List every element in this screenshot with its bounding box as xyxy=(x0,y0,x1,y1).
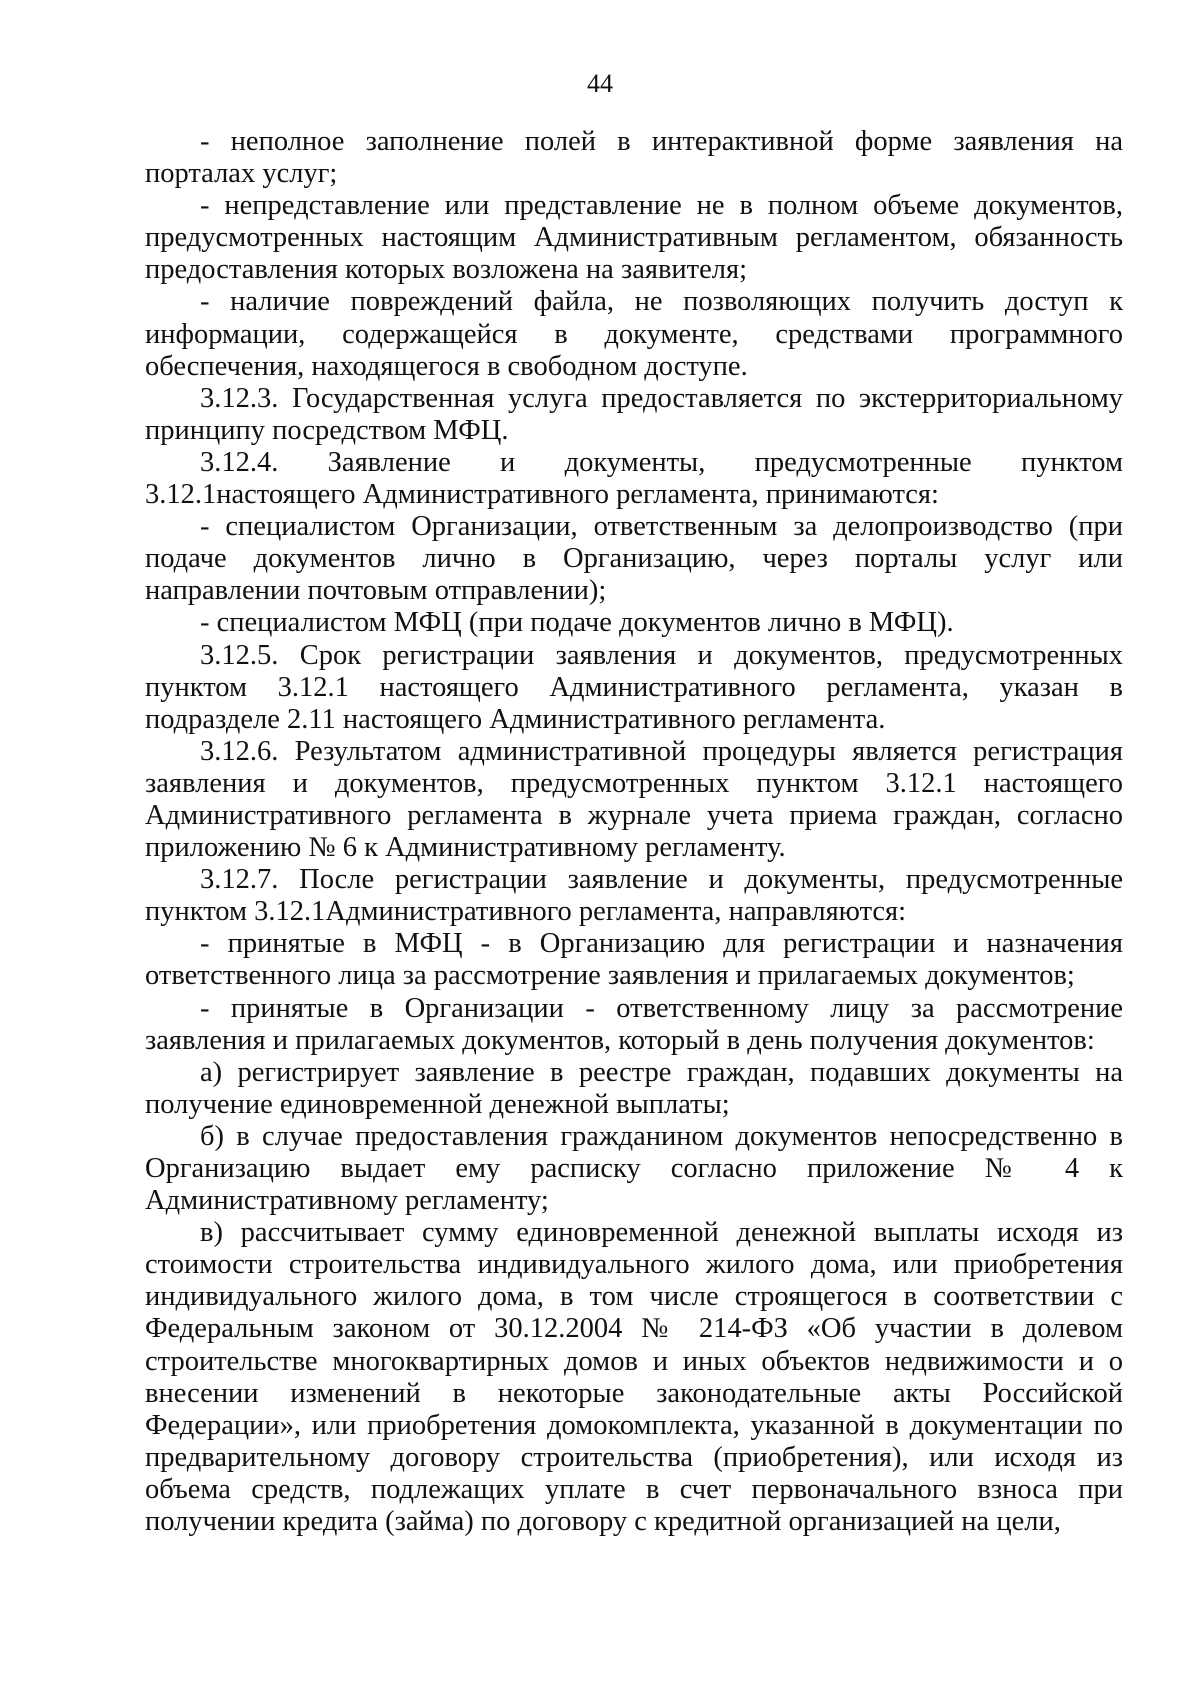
paragraph-item-v: в) рассчитывает сумму единовременной денежной выплаты исходя из стоимости строительства индивидуального жилого дома, или приобретения индивидуального жилого дома, в том числе строящегося в соответствии с Федеральным законом от 30.12.2004 № 214-ФЗ «Об участии в долевом строительстве многоквартирных домов и иных объектов недвижимости и о внесении изменений в некоторые законодательные акты Российской Федерации», или приобретения домокомплекта, указанной в документации по предварительному договору строительства (приобретения), или исходя из объема средств, подлежащих уплате в счет первоначального взноса при получении кредита (займа) по договору с кредитной организацией на цели, xyxy=(145,1217,1123,1538)
paragraph-3-12-5: 3.12.5. Срок регистрации заявления и документов, предусмотренных пунктом 3.12.1 настоящего Административного регламента, указан в подразделе 2.11 настоящего Административного регламента. xyxy=(145,639,1123,735)
paragraph-file-damage: - наличие повреждений файла, не позволяющих получить доступ к информации, содержащейся в документе, средствами программного обеспечения, находящегося в свободном доступе. xyxy=(145,286,1123,382)
paragraph-item-a: а) регистрирует заявление в реестре граждан, подавших документы на получение единовременной денежной выплаты; xyxy=(145,1056,1123,1120)
paragraph-accepted-at-organization: - принятые в Организации - ответственному лицу за рассмотрение заявления и прилагаемых документов, который в день получения документов: xyxy=(145,992,1123,1056)
paragraph-3-12-4: 3.12.4. Заявление и документы, предусмотренные пунктом 3.12.1настоящего Административного регламента, принимаются: xyxy=(145,446,1123,511)
page-number: 44 xyxy=(587,69,613,98)
paragraph-accepted-at-mfc: - принятые в МФЦ - в Организацию для регистрации и назначения ответственного лица за рассмотрение заявления и прилагаемых документов; xyxy=(145,928,1123,992)
paragraph-3-12-7: 3.12.7. После регистрации заявление и документы, предусмотренные пунктом 3.12.1Административного регламента, направляются: xyxy=(145,864,1123,928)
paragraph-3-12-6: 3.12.6. Результатом административной процедуры является регистрация заявления и документов, предусмотренных пунктом 3.12.1 настоящего Административного регламента в журнале учета приема граждан, согласно приложению № 6 к Административному регламенту. xyxy=(145,735,1123,864)
document-body xyxy=(145,126,1123,1538)
paragraph-item-b: б) в случае предоставления гражданином документов непосредственно в Организацию выдает ему расписку согласно приложение № 4 к Административному регламенту; xyxy=(145,1120,1123,1217)
paragraph-incomplete-fields: - неполное заполнение полей в интерактивной форме заявления на порталах услуг; xyxy=(145,126,1123,190)
paragraph-3-12-3: 3.12.3. Государственная услуга предоставляется по экстерриториальному принципу посредством МФЦ. xyxy=(145,382,1123,446)
paragraph-missing-documents: - непредставление или представление не в полном объеме документов, предусмотренных настоящим Административным регламентом, обязанность предоставления которых возложена на заявителя; xyxy=(145,190,1123,286)
paragraph-mfc-specialist: - специалистом МФЦ (при подаче документов лично в МФЦ). xyxy=(200,607,954,639)
paragraph-organization-specialist: - специалистом Организации, ответственным за делопроизводство (при подаче документов лично в Организацию, через порталы услуг или направлении почтовым отправлении); xyxy=(145,511,1123,607)
